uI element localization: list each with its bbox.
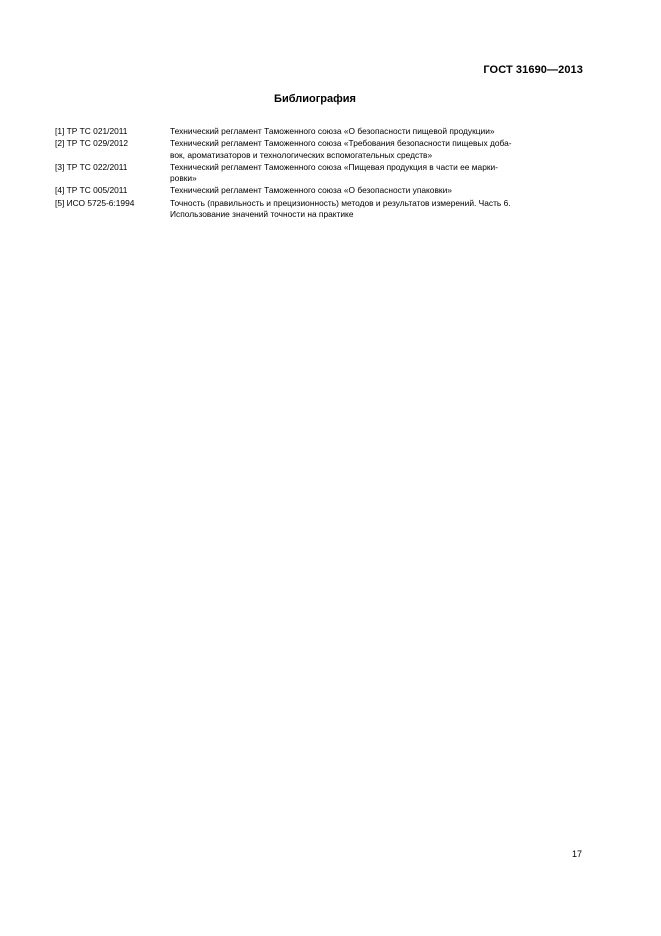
bibliography-text	[170, 126, 578, 137]
page-number: 17	[571, 849, 582, 859]
bibliography-text	[170, 198, 578, 221]
bibliography-title: Библиография	[274, 93, 356, 105]
bibliography-text	[170, 162, 578, 185]
bibliography-text-line: Точность (правильность и прецизионность) методов и результатов измерений. Часть 6.	[170, 197, 511, 208]
bibliography-entry	[55, 185, 578, 196]
bibliography-text-line: ровки»	[170, 173, 197, 184]
standard-designation: ГОСТ 31690—2013	[483, 64, 583, 76]
bibliography-ref: [3] ТР ТС 022/2011	[55, 161, 128, 172]
bibliography-text-line: Использование значений точности на практике	[170, 209, 354, 220]
bibliography-text-line: Технический регламент Таможенного союза «Пищевая продукция в части ее марки-	[170, 161, 498, 172]
bibliography-list	[55, 126, 578, 221]
bibliography-ref: [2] ТР ТС 029/2012	[55, 138, 129, 149]
bibliography-text-line: Технический регламент Таможенного союза «Требования безопасности пищевых доба-	[170, 138, 512, 149]
bibliography-ref: [5] ИСО 5725-6:1994	[55, 197, 135, 208]
bibliography-entry	[55, 138, 578, 161]
bibliography-entry	[55, 198, 578, 221]
bibliography-entry	[55, 162, 578, 185]
bibliography-ref: [1] ТР ТС 021/2011	[55, 126, 128, 136]
bibliography-text-line: Технический регламент Таможенного союза «О безопасности упаковки»	[170, 185, 452, 196]
bibliography-text-line: Технический регламент Таможенного союза «О безопасности пищевой продукции»	[170, 126, 495, 136]
bibliography-text	[170, 185, 578, 196]
bibliography-text	[170, 138, 578, 161]
bibliography-ref: [4] ТР ТС 005/2011	[55, 185, 128, 196]
bibliography-text-line: вок, ароматизаторов и технологических вспомогательных средств»	[170, 149, 433, 160]
bibliography-entry	[55, 126, 578, 137]
